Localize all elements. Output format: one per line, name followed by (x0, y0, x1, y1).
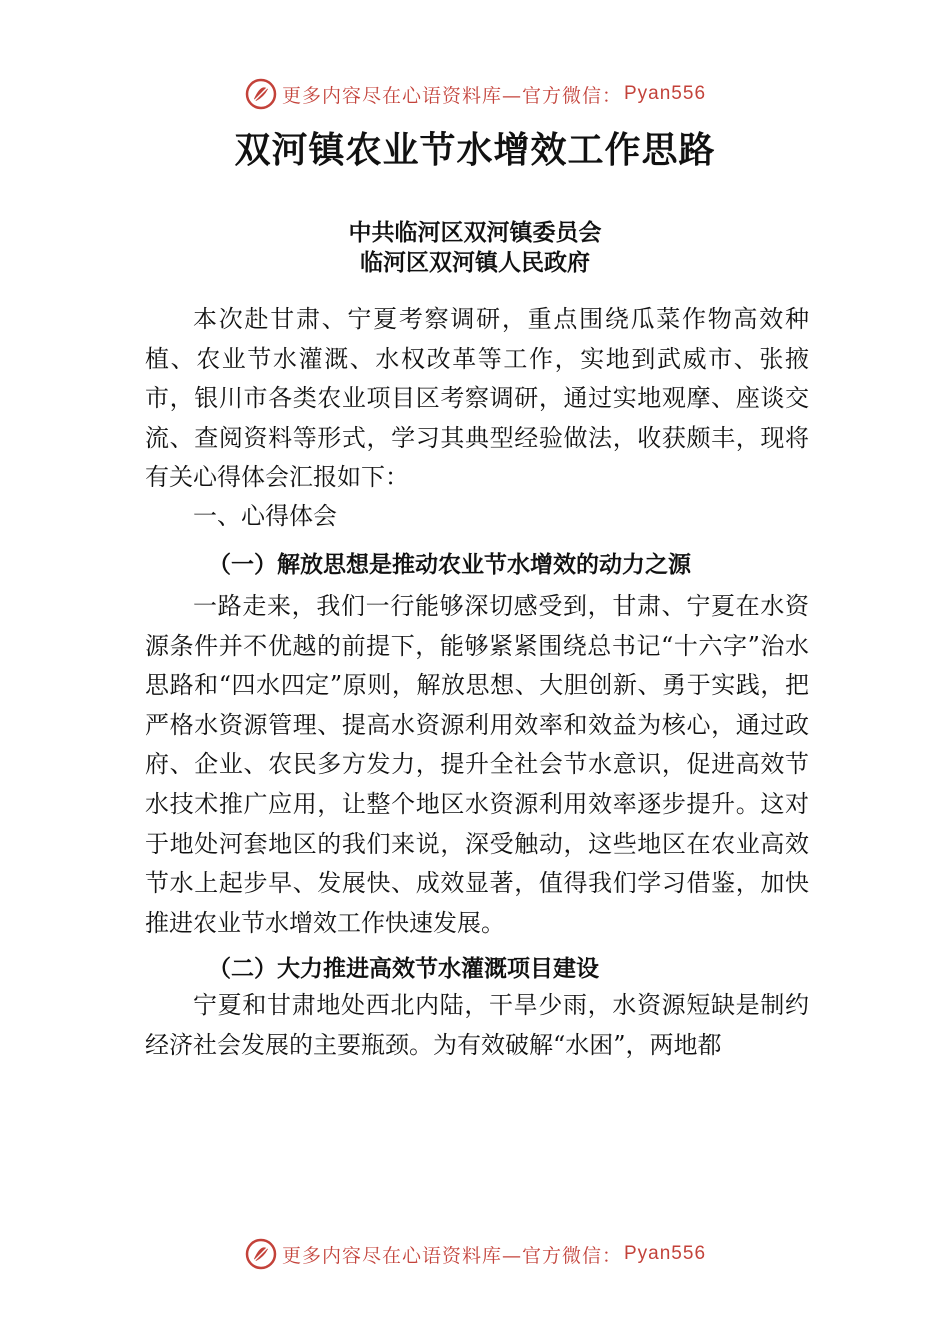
logo-icon (244, 1237, 278, 1271)
watermark-banner-bottom (0, 1234, 950, 1274)
subheading-2: （二）大力推进高效节水灌溉项目建设 (208, 956, 599, 982)
issuer-line-2: 临河区双河镇人民政府 (360, 250, 590, 276)
paragraph-2: 宁夏和甘肃地处西北内陆，干旱少雨，水资源短缺是制约经济社会发展的主要瓶颈。为有效破解“水困”，两地都 (145, 991, 809, 1059)
watermark-text: 更多内容尽在心语资料库—官方微信： (281, 1244, 622, 1267)
watermark-wechat-id: Pyan556 (624, 1243, 707, 1264)
document-title: 双河镇农业节水增效工作思路 (234, 129, 716, 171)
watermark-text: 更多内容尽在心语资料库—官方微信： (281, 84, 622, 107)
paragraph-1: 一路走来，我们一行能够深切感受到，甘肃、宁夏在水资源条件并不优越的前提下，能够紧紧围绕总书记“十六字”治水思路和“四水四定”原则，解放思想、大胆创新、勇于实践，把严格水资源管理、提高水资源利用效率和效益为核心，通过政府、企业、农民多方发力，提升全社会节水意识，促进高效节水技术推广应用，让整个地区水资源利用效率逐步提升。这对于地处河套地区的我们来说，深受触动，这些地区在农业高效节水上起步早、发展快、成效显著，值得我们学习借鉴，加快推进农业节水增效工作快速发展。 (145, 592, 809, 937)
intro-paragraph: 本次赴甘肃、宁夏考察调研，重点围绕瓜菜作物高效种植、农业节水灌溉、水权改革等工作，实地到武威市、张掖市，银川市各类农业项目区考察调研，通过实地观摩、座谈交流、查阅资料等形式，学习其典型经验做法，收获颇丰，现将有关心得体会汇报如下： (145, 305, 809, 492)
watermark-wechat-id: Pyan556 (624, 83, 707, 104)
subheading-1: （一）解放思想是推动农业节水增效的动力之源 (208, 552, 691, 578)
issuer-line-1: 中共临河区双河镇委员会 (348, 220, 602, 246)
logo-icon (244, 77, 278, 111)
watermark-banner-top (0, 74, 950, 114)
section-heading-1: 一、心得体会 (193, 502, 337, 530)
